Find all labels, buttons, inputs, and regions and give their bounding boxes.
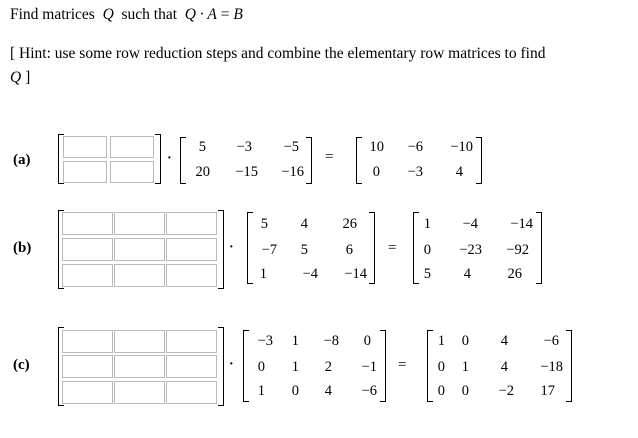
b-c-r1c2: 0 <box>461 333 469 349</box>
b-c-r3c1: 0 <box>437 383 445 399</box>
b-b-r1c2: −4 <box>462 216 478 232</box>
problem-prefix: Find matrices <box>10 6 95 23</box>
q-c-right-bracket <box>218 327 224 406</box>
part-a-label: (a) <box>13 152 31 168</box>
q-a-input-r1c2[interactable] <box>110 136 154 158</box>
b-a-r1c3: −10 <box>450 139 473 155</box>
b-b-r2c2: −23 <box>459 242 482 258</box>
b-b-r2c1: 0 <box>423 242 431 258</box>
b-c-r3c4: 17 <box>540 383 555 399</box>
a-a-right-bracket <box>306 137 312 184</box>
part-b-label: (b) <box>13 240 32 256</box>
q-c-input-r1c1[interactable] <box>62 330 113 353</box>
b-c-r2c1: 0 <box>437 359 445 375</box>
a-b-r2c1: −7 <box>261 242 277 258</box>
b-c-r2c3: 4 <box>500 359 508 375</box>
q-b-input-r3c2[interactable] <box>114 264 165 287</box>
q-c-input-r3c3[interactable] <box>166 381 217 404</box>
q-c-input-r2c3[interactable] <box>166 355 217 378</box>
problem-q: Q <box>102 6 114 23</box>
a-b-r1c1: 5 <box>260 216 268 232</box>
equation-lhs: Q · A <box>184 6 217 23</box>
equation-rhs: B <box>233 6 243 23</box>
q-c-input-r2c2[interactable] <box>114 355 165 378</box>
b-b-r3c2: 4 <box>463 266 471 282</box>
a-b-r3c3: −14 <box>344 266 367 282</box>
q-a-input-r2c2[interactable] <box>110 161 154 183</box>
q-b-input-r2c2[interactable] <box>114 238 165 261</box>
hint-text: [ Hint: use some row reduction steps and combine the elementary row matrices to find <box>10 45 546 62</box>
q-b-input-r1c3[interactable] <box>166 212 217 235</box>
part-a-dot: · <box>167 151 172 166</box>
q-b-input-r3c3[interactable] <box>166 264 217 287</box>
q-c-input-r3c1[interactable] <box>62 381 113 404</box>
b-b-right-bracket <box>536 212 542 284</box>
a-a-left-bracket <box>180 137 186 184</box>
b-b-r3c3: 26 <box>507 266 522 282</box>
q-c-input-r2c1[interactable] <box>62 355 113 378</box>
a-c-r2c1: 0 <box>257 359 265 375</box>
b-a-right-bracket <box>476 137 482 184</box>
a-c-r1c1: −3 <box>257 333 273 349</box>
q-a-input-r1c1[interactable] <box>63 136 107 158</box>
a-b-r1c3: 26 <box>342 216 357 232</box>
q-b-input-r2c3[interactable] <box>166 238 217 261</box>
b-b-r1c3: −14 <box>510 216 533 232</box>
q-c-input-r1c3[interactable] <box>166 330 217 353</box>
part-a-equals: = <box>325 149 334 165</box>
b-c-r2c2: 1 <box>461 359 469 375</box>
a-c-r1c3: −8 <box>323 333 339 349</box>
q-b-input-r1c2[interactable] <box>114 212 165 235</box>
equation-equals: = <box>220 6 230 23</box>
a-c-right-bracket <box>380 330 386 402</box>
q-c-input-r1c2[interactable] <box>114 330 165 353</box>
a-b-r3c1: 1 <box>259 266 267 282</box>
b-c-r3c3: −2 <box>498 383 514 399</box>
b-a-r1c1: 10 <box>369 139 384 155</box>
a-c-r3c2: 0 <box>291 383 299 399</box>
hint <box>10 42 620 90</box>
hint-close: ] <box>25 69 31 86</box>
part-b-equals: = <box>388 240 397 256</box>
b-c-r1c1: 1 <box>437 333 445 349</box>
b-b-r1c1: 1 <box>423 216 431 232</box>
q-b-input-r2c1[interactable] <box>62 238 113 261</box>
a-c-r2c4: −1 <box>361 359 377 375</box>
a-c-r1c2: 1 <box>291 333 299 349</box>
b-a-r2c3: 4 <box>455 164 463 180</box>
b-a-r2c1: 0 <box>372 164 380 180</box>
q-b-input-r3c1[interactable] <box>62 264 113 287</box>
b-c-r1c4: −6 <box>543 333 559 349</box>
a-c-r2c2: 1 <box>291 359 299 375</box>
a-a-r2c1: 20 <box>195 164 210 180</box>
b-c-r2c4: −18 <box>540 359 563 375</box>
a-b-r2c3: 6 <box>345 242 353 258</box>
b-b-r2c3: −92 <box>506 242 529 258</box>
hint-q: Q <box>10 69 22 86</box>
a-a-r1c2: −3 <box>236 139 252 155</box>
part-c-label: (c) <box>13 357 30 373</box>
b-a-r2c2: −3 <box>407 164 423 180</box>
a-c-r3c4: −6 <box>361 383 377 399</box>
part-c-equals: = <box>398 357 407 373</box>
a-c-r1c4: 0 <box>363 333 371 349</box>
q-b-input-r1c1[interactable] <box>62 212 113 235</box>
b-a-r1c2: −6 <box>407 139 423 155</box>
a-a-r2c3: −16 <box>281 164 304 180</box>
q-c-input-r3c2[interactable] <box>114 381 165 404</box>
q-a-input-r2c1[interactable] <box>63 161 107 183</box>
q-b-right-bracket <box>218 210 224 289</box>
b-c-r1c3: 4 <box>500 333 508 349</box>
problem-statement <box>10 6 243 24</box>
a-c-r3c1: 1 <box>257 383 265 399</box>
a-c-r2c3: 2 <box>324 359 332 375</box>
b-c-right-bracket <box>566 330 572 402</box>
a-a-r1c1: 5 <box>198 139 206 155</box>
a-a-r1c3: −5 <box>283 139 299 155</box>
problem-suffix: such that <box>121 6 178 23</box>
a-c-r3c3: 4 <box>324 383 332 399</box>
a-b-right-bracket <box>369 212 375 284</box>
a-b-r3c2: −4 <box>302 266 318 282</box>
a-a-r2c2: −15 <box>235 164 258 180</box>
b-c-r3c2: 0 <box>461 383 469 399</box>
b-b-r3c1: 5 <box>423 266 431 282</box>
part-b-dot: · <box>229 240 234 255</box>
part-c-dot: · <box>229 357 234 372</box>
a-b-r1c2: 4 <box>300 216 308 232</box>
a-b-r2c2: 5 <box>300 242 308 258</box>
q-a-right-bracket <box>155 134 161 184</box>
